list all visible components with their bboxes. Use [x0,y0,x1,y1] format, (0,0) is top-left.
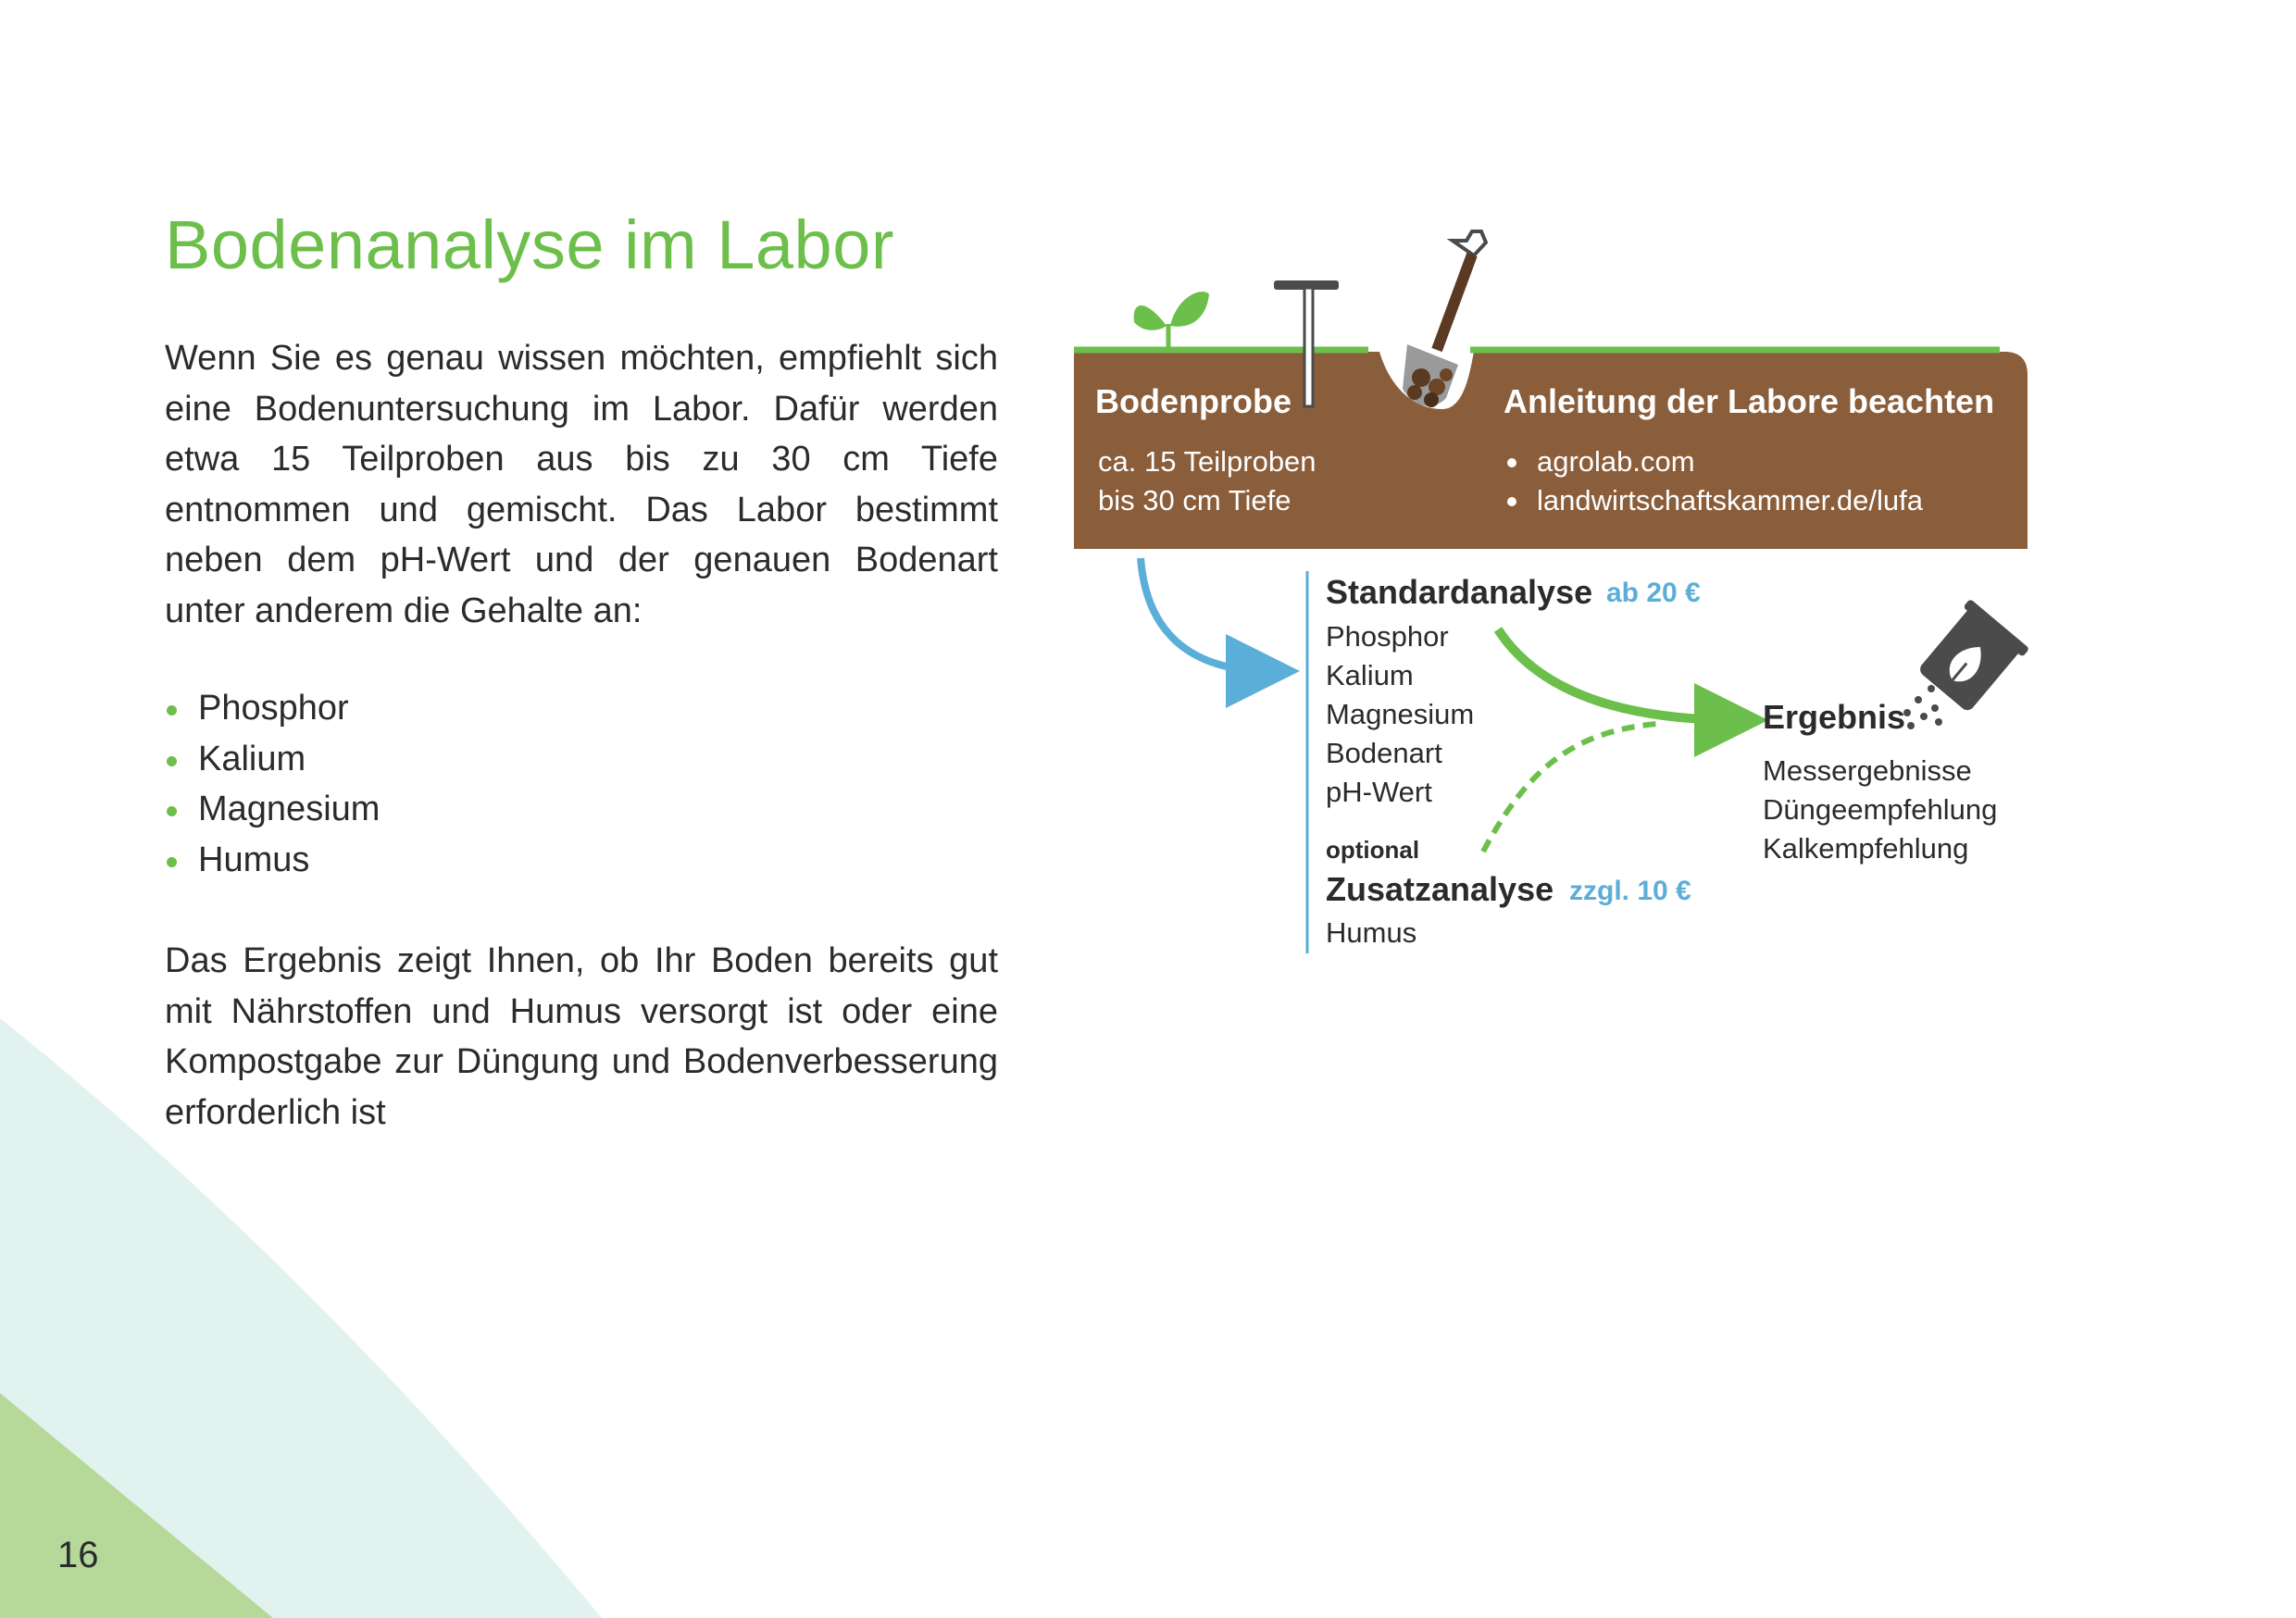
lab-links [1504,442,1923,520]
list-item: Kalkempfehlung [1763,832,1969,865]
bullet-dot [167,857,177,867]
list-item: Magnesium [1326,698,1475,730]
bullet-dot [167,756,177,766]
bodenprobe-details: ca. 15 Teilproben bis 30 cm Tiefe [1098,445,1316,517]
list-item: agrolab.com [1504,442,1923,481]
bodenprobe-title: Bodenprobe [1095,382,1292,420]
bullet-dot [1507,458,1516,467]
standardanalyse-items [1326,617,1474,812]
list-item: Phosphor [165,683,380,734]
optional-label: optional [1326,836,1420,864]
bullet-dot [1507,497,1516,506]
list-item: Düngeempfehlung [1763,793,1998,826]
list-item: Humus [165,835,380,886]
ergebnis-title: Ergebnis [1763,698,1906,736]
standardanalyse-title: Standardanalyse [1326,573,1593,611]
zusatzanalyse-title: Zusatzanalyse [1326,870,1554,908]
zusatzanalyse-items [1326,914,1416,952]
page-title: Bodenanalyse im Labor [165,206,895,283]
bullet-dot [167,705,177,716]
list-item: Messergebnisse [1763,754,1972,787]
anleitung-title: Anleitung der Labore beachten [1504,382,1995,420]
list-item: Phosphor [1326,620,1449,653]
list-item: Bodenart [1326,737,1442,769]
standardanalyse-price: ab 20 € [1606,578,1701,608]
zusatzanalyse-price: zzgl. 10 € [1569,876,1691,906]
bullet-dot [167,806,177,816]
list-item: landwirtschaftskammer.de/lufa [1504,481,1923,520]
list-item: Magnesium [165,784,380,835]
page-number: 16 [57,1535,99,1575]
nutrient-list [165,683,380,885]
intro-paragraph: Wenn Sie es genau wissen möchten, empfiehlt sich eine Bodenuntersuchung im Labor. Dafür werden etwa 15 Teilproben aus bis zu 30 cm Tiefe entnommen und gemischt. Das Labor bestimmt neben dem pH-Wert und der genauen Bodenart unter anderem die Gehalte an: [165,339,998,630]
list-item: Kalium [165,734,380,785]
list-item: Kalium [1326,659,1414,691]
outro-paragraph: Das Ergebnis zeigt Ihnen, ob Ihr Boden bereits gut mit Nährstoffen und Humus versorgt ist oder eine Kompostgabe zur Düngung und Bodenverbesserung erforderlich ist [165,941,998,1132]
list-item: Humus [1326,916,1417,949]
ergebnis-items [1763,752,1997,868]
list-item: pH-Wert [1326,776,1432,808]
